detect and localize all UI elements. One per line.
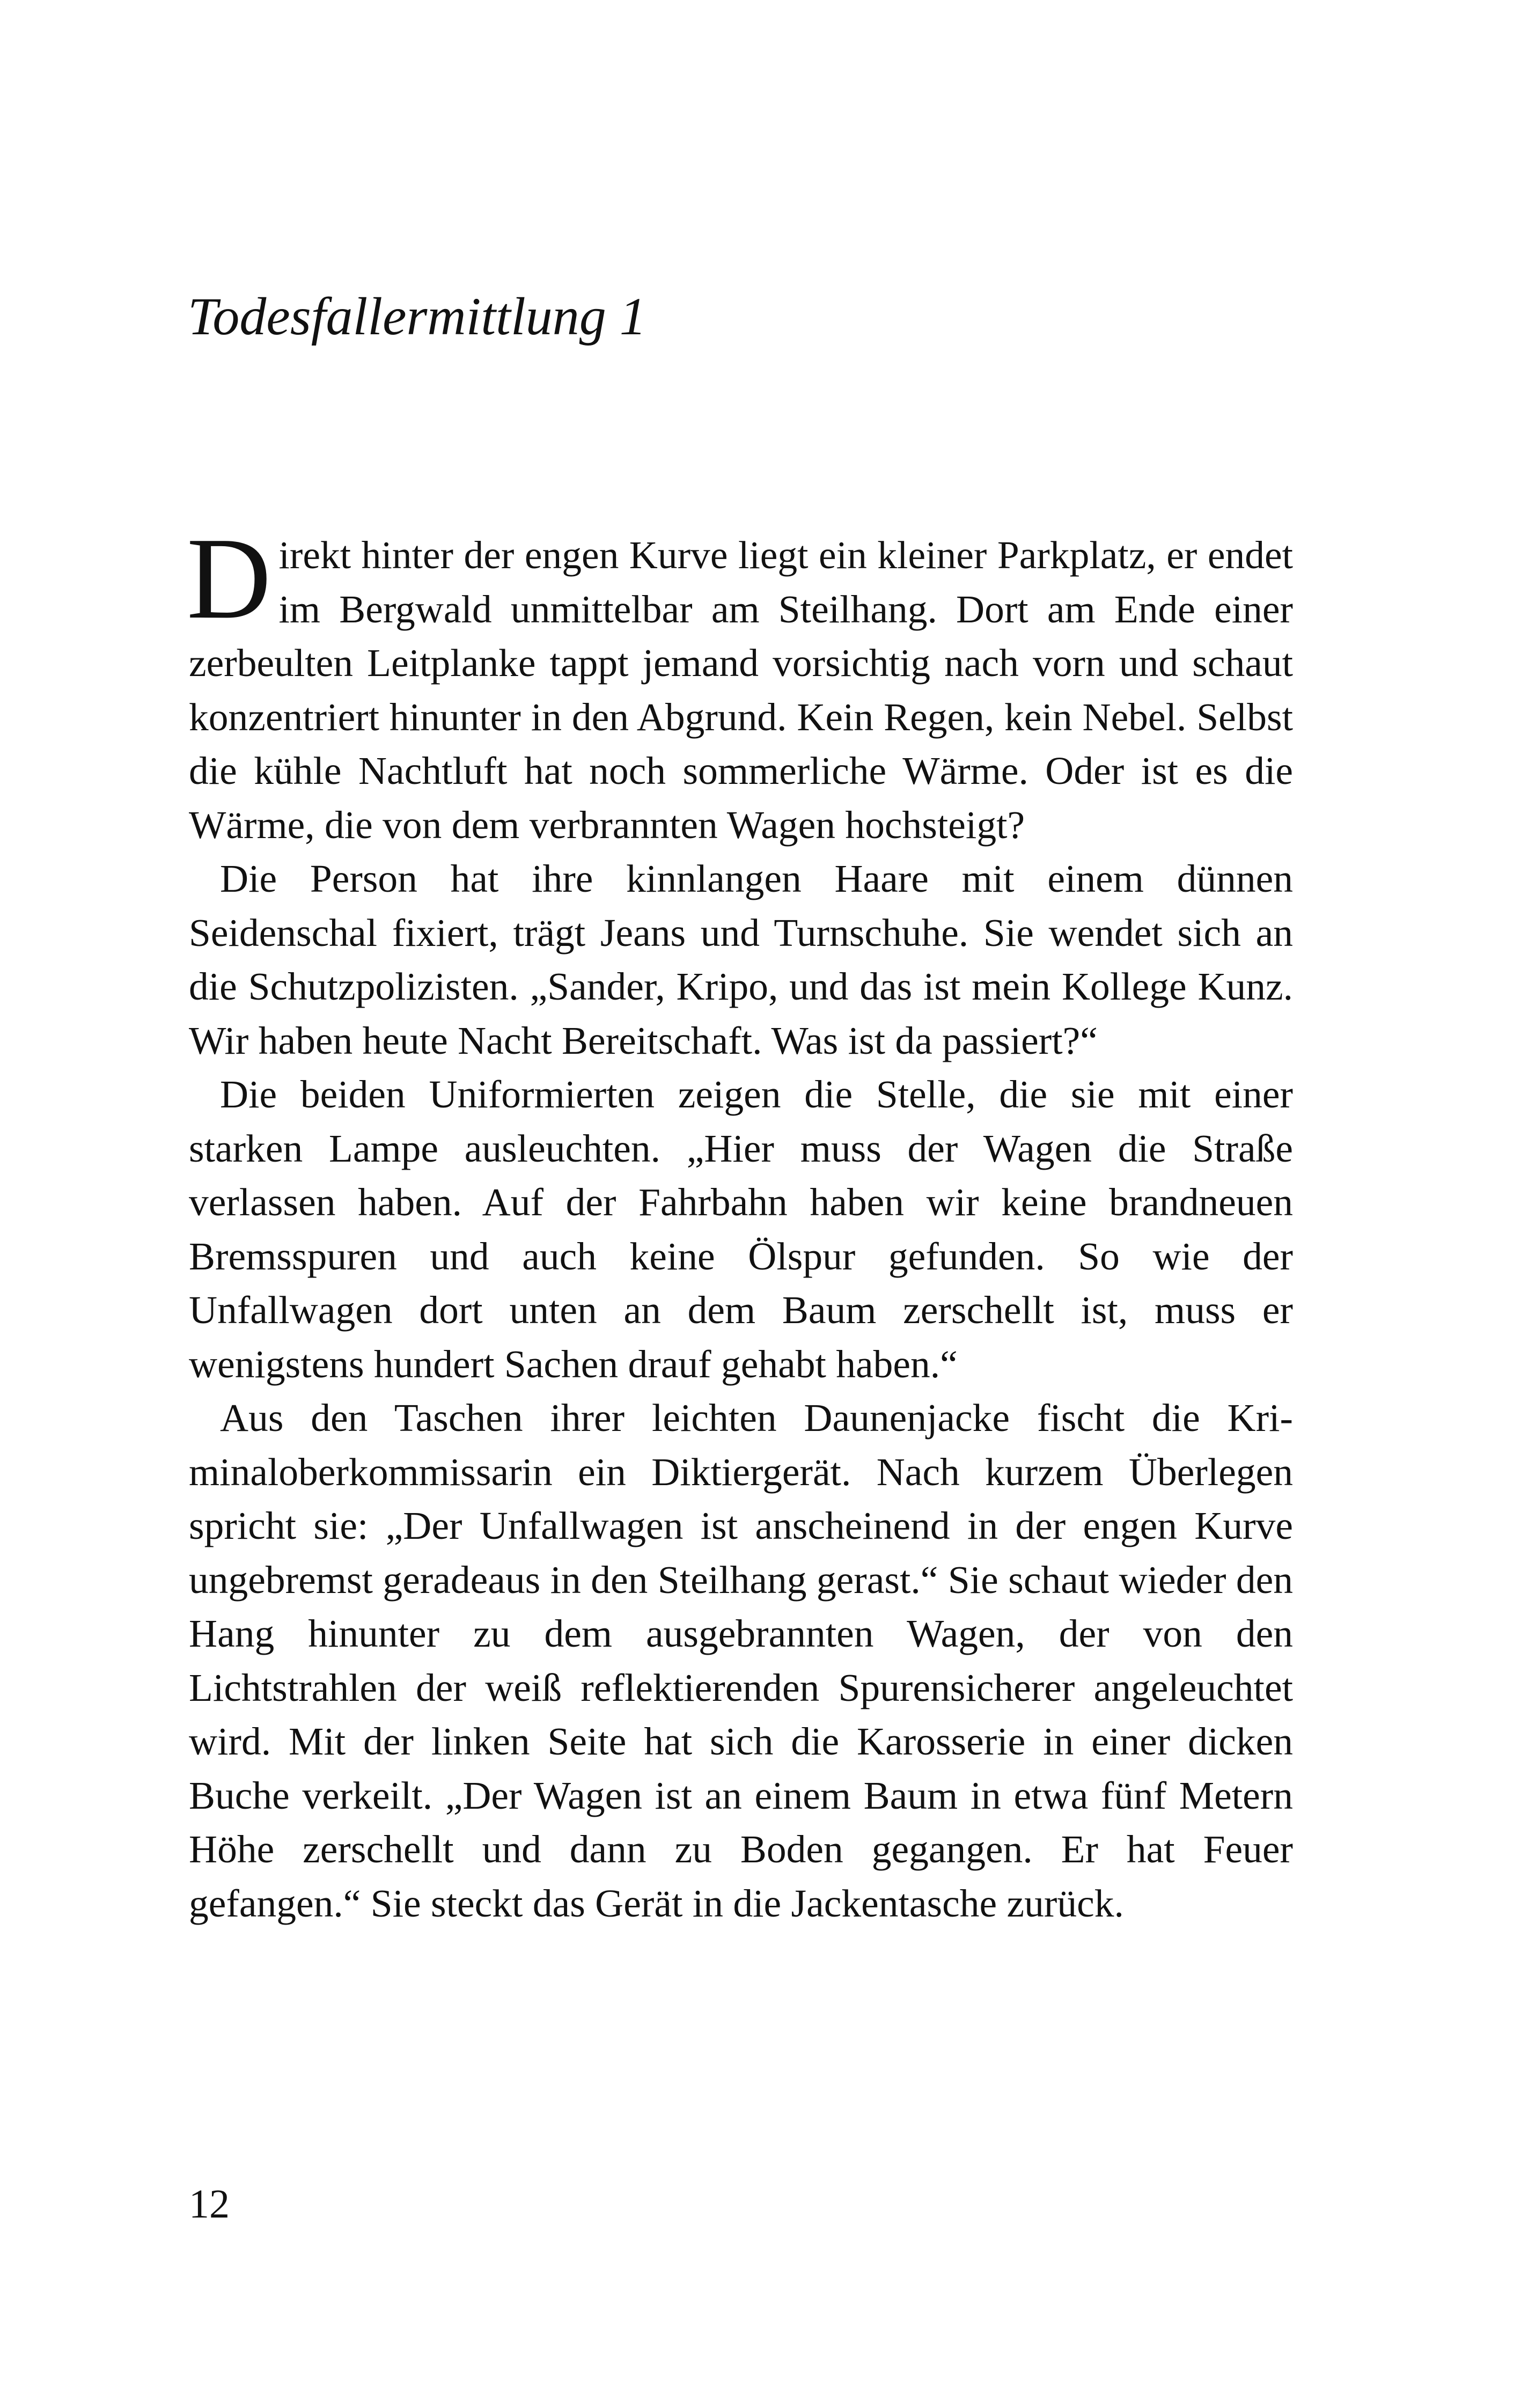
drop-cap: D [187, 514, 271, 643]
page-number: 12 [189, 2182, 230, 2227]
chapter-title: Todesfallermittlung 1 [188, 287, 646, 346]
paragraph-1 [187, 514, 1293, 852]
paragraph-1-text: irekt hinter der engen Kurve liegt ein kleiner Parkplatz, er endet im Bergwald unmittelbar am Steilhang. Dort am Ende einer zerbeulten Leitplanke tappt jemand vorsichtig nach vorn und schaut konzentriert hinunter in den Abgrund. Kein Regen, kein Nebel. Selbst die kühle Nachtluft hat noch sommerliche Wärme. Oder ist es die Wärme, die von dem verbrannten Wagen hochsteigt? [189, 533, 1293, 847]
body-text [187, 514, 1293, 1930]
paragraph-3: Die beiden Uniformierten zeigen die Stelle, die sie mit einer starken Lampe ausleuchten. „Hier muss der Wagen die Straße verlassen haben. Auf der Fahrbahn haben wir keine brandneuen Bremsspuren und auch keine Ölspur gefunden. So wie der Unfallwagen dort unten an dem Baum zerschellt ist, muss er wenigstens hundert Sachen drauf gehabt haben.“ [189, 1073, 1293, 1386]
paragraph-2: Die Person hat ihre kinnlangen Haare mit einem dünnen Seidenschal fixiert, trägt Jeans und Turnschuhe. Sie wendet sich an die Schutzpolizisten. „Sander, Kripo, und das ist mein Kollege Kunz. Wir haben heute Nacht Bereitschaft. Was ist da passiert?“ [189, 857, 1293, 1062]
paragraph-4: Aus den Taschen ihrer leichten Daunenjacke fischt die Kriminaloberkommissarin ein Diktiergerät. Nach kurzem Überlegen spricht sie: „Der Unfallwagen ist anscheinend in der engen Kurve ungebremst geradeaus in den Steilhang gerast.“ Sie schaut wieder den Hang hinunter zu dem ausgebrannten Wagen, der von den Lichtstrahlen der weiß reflektierenden Spurensicherer angeleuchtet wird. Mit der linken Seite hat sich die Karosserie in einer dicken Buche verkeilt. „Der Wagen ist an einem Baum in etwa fünf Metern Höhe zerschellt und dann zu Boden gegangen. Er hat Feuer gefangen.“ Sie steckt das Gerät in die Jackentasche zurück. [189, 1396, 1293, 1925]
